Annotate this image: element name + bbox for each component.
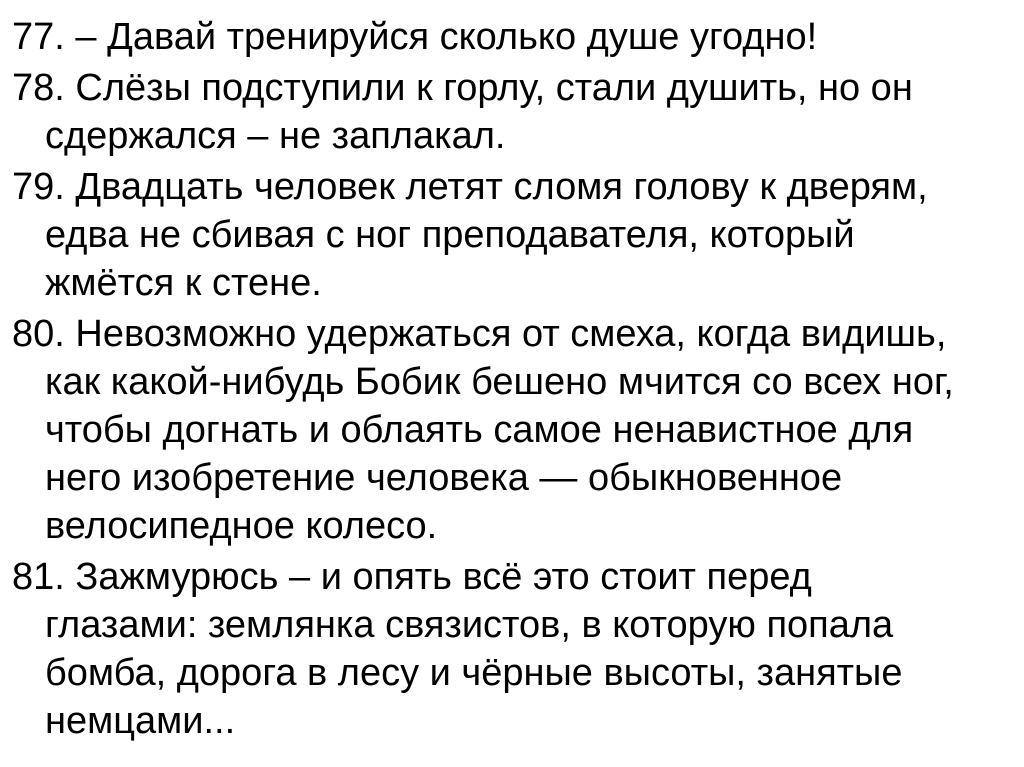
- item-line: как какой-нибудь Бобик бешено мчится со всех ног,: [45, 361, 954, 403]
- item-line-text: Зажмурюсь – и опять всё это стоит перед: [75, 556, 812, 598]
- list-item-78: [12, 64, 1018, 160]
- item-line: жмётся к стене.: [45, 262, 322, 304]
- list-item-79: [12, 163, 1018, 307]
- item-line: бомба, дорога в лесу и чёрные высоты, занятые: [45, 652, 903, 694]
- item-line: сдержался – не заплакал.: [45, 115, 506, 157]
- item-number: 79.: [12, 166, 65, 208]
- item-line: [12, 13, 1018, 61]
- item-number: 81.: [12, 556, 65, 598]
- item-line: [12, 553, 1018, 601]
- list-item-80: [12, 310, 1018, 550]
- item-number: 80.: [12, 313, 65, 355]
- item-line: [12, 310, 1018, 358]
- item-line-text: – Давай тренируйся сколько душе угодно!: [75, 16, 818, 58]
- item-line: едва не сбивая с ног преподавателя, который: [45, 214, 855, 256]
- item-line-text: Невозможно удержаться от смеха, когда видишь,: [75, 313, 947, 355]
- item-line-text: Двадцать человек летят сломя голову к дверям,: [75, 166, 928, 208]
- item-line: чтобы догнать и облаять самое ненавистное для: [45, 409, 914, 451]
- list-item-77: [12, 13, 1018, 61]
- list-item-81: [12, 553, 1018, 745]
- item-line: него изобретение человека — обыкновенное: [45, 457, 843, 499]
- item-line: немцами...: [45, 700, 236, 742]
- item-number: 78.: [12, 67, 65, 109]
- item-number: 77.: [12, 16, 65, 58]
- item-line: глазами: землянка связистов, в которую попала: [45, 604, 894, 646]
- item-line: [12, 163, 1018, 211]
- item-line: [12, 64, 1018, 112]
- item-line: велосипедное колесо.: [45, 505, 438, 547]
- item-line-text: Слёзы подступили к горлу, стали душить, но он: [75, 67, 913, 109]
